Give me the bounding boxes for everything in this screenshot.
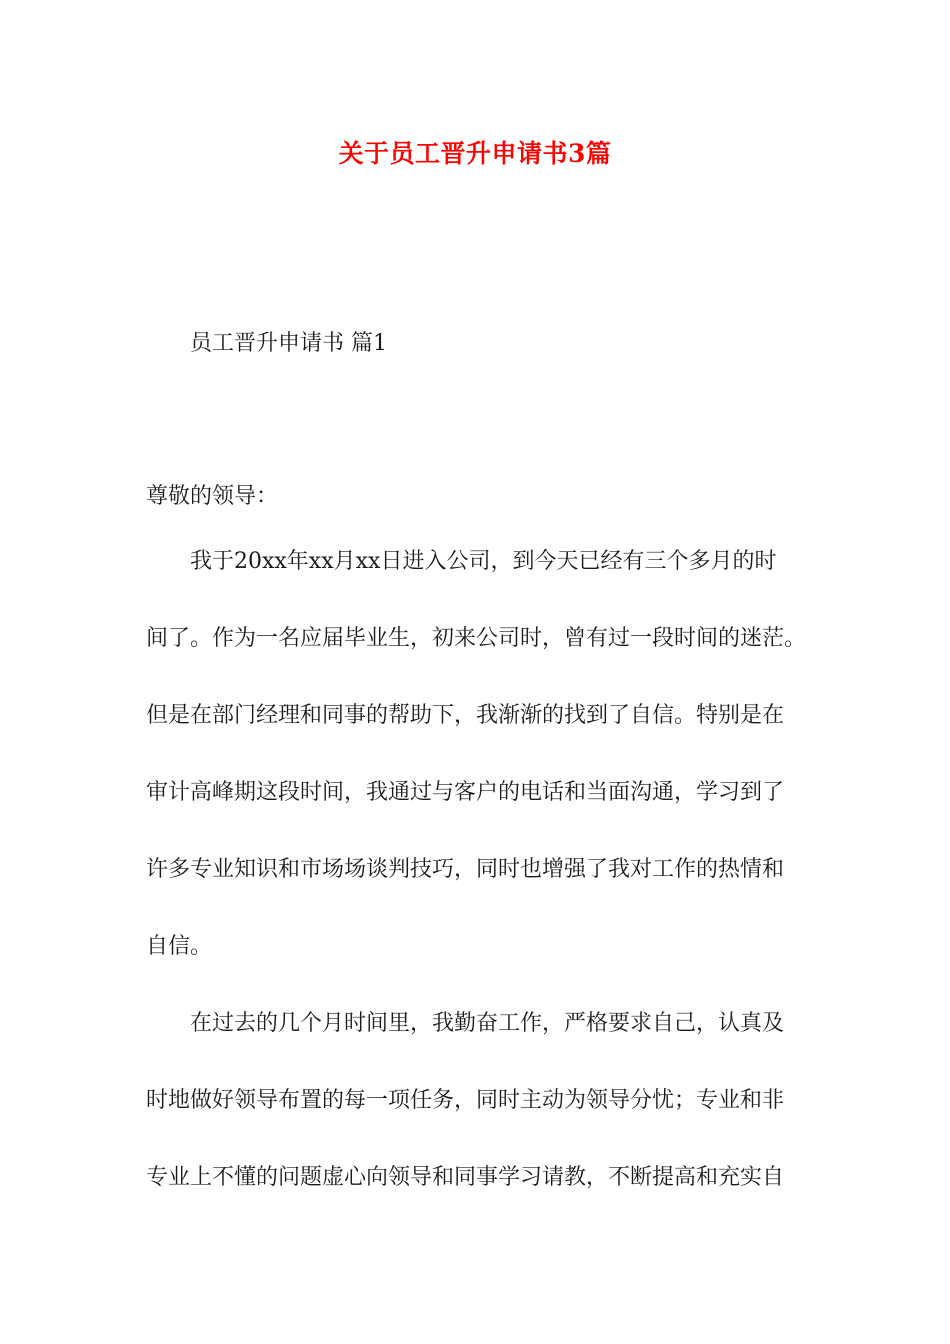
paragraph-line: 许多专业知识和市场场谈判技巧，同时也增强了我对工作的热情和 [146,857,785,882]
letter-body [146,546,806,1239]
paragraph-line: 在过去的几个月时间里，我勤奋工作，严格要求自己，认真及 [190,1011,785,1036]
paragraph-line: 专业上不懂的问题虚心向领导和同事学习请教，不断提高和充实自 [146,1165,785,1190]
paragraph-line: 间了。作为一名应届毕业生，初来公司时，曾有过一段时间的迷茫。 [146,626,806,651]
section-heading: 员工晋升申请书 篇1 [190,331,387,356]
salutation: 尊敬的领导： [146,484,279,509]
paragraph-line: 我于20xx年xx月xx日进入公司，到今天已经有三个多月的时 [190,549,777,574]
document-title: 关于员工晋升申请书3篇 [338,139,612,168]
paragraph-line: 但是在部门经理和同事的帮助下，我渐渐的找到了自信。特别是在 [146,703,785,728]
paragraph-line: 审计高峰期这段时间，我通过与客户的电话和当面沟通，学习到了 [146,780,785,805]
paragraph-line: 自信。 [146,934,213,959]
paragraph-line: 时地做好领导布置的每一项任务，同时主动为领导分忧；专业和非 [146,1088,785,1113]
